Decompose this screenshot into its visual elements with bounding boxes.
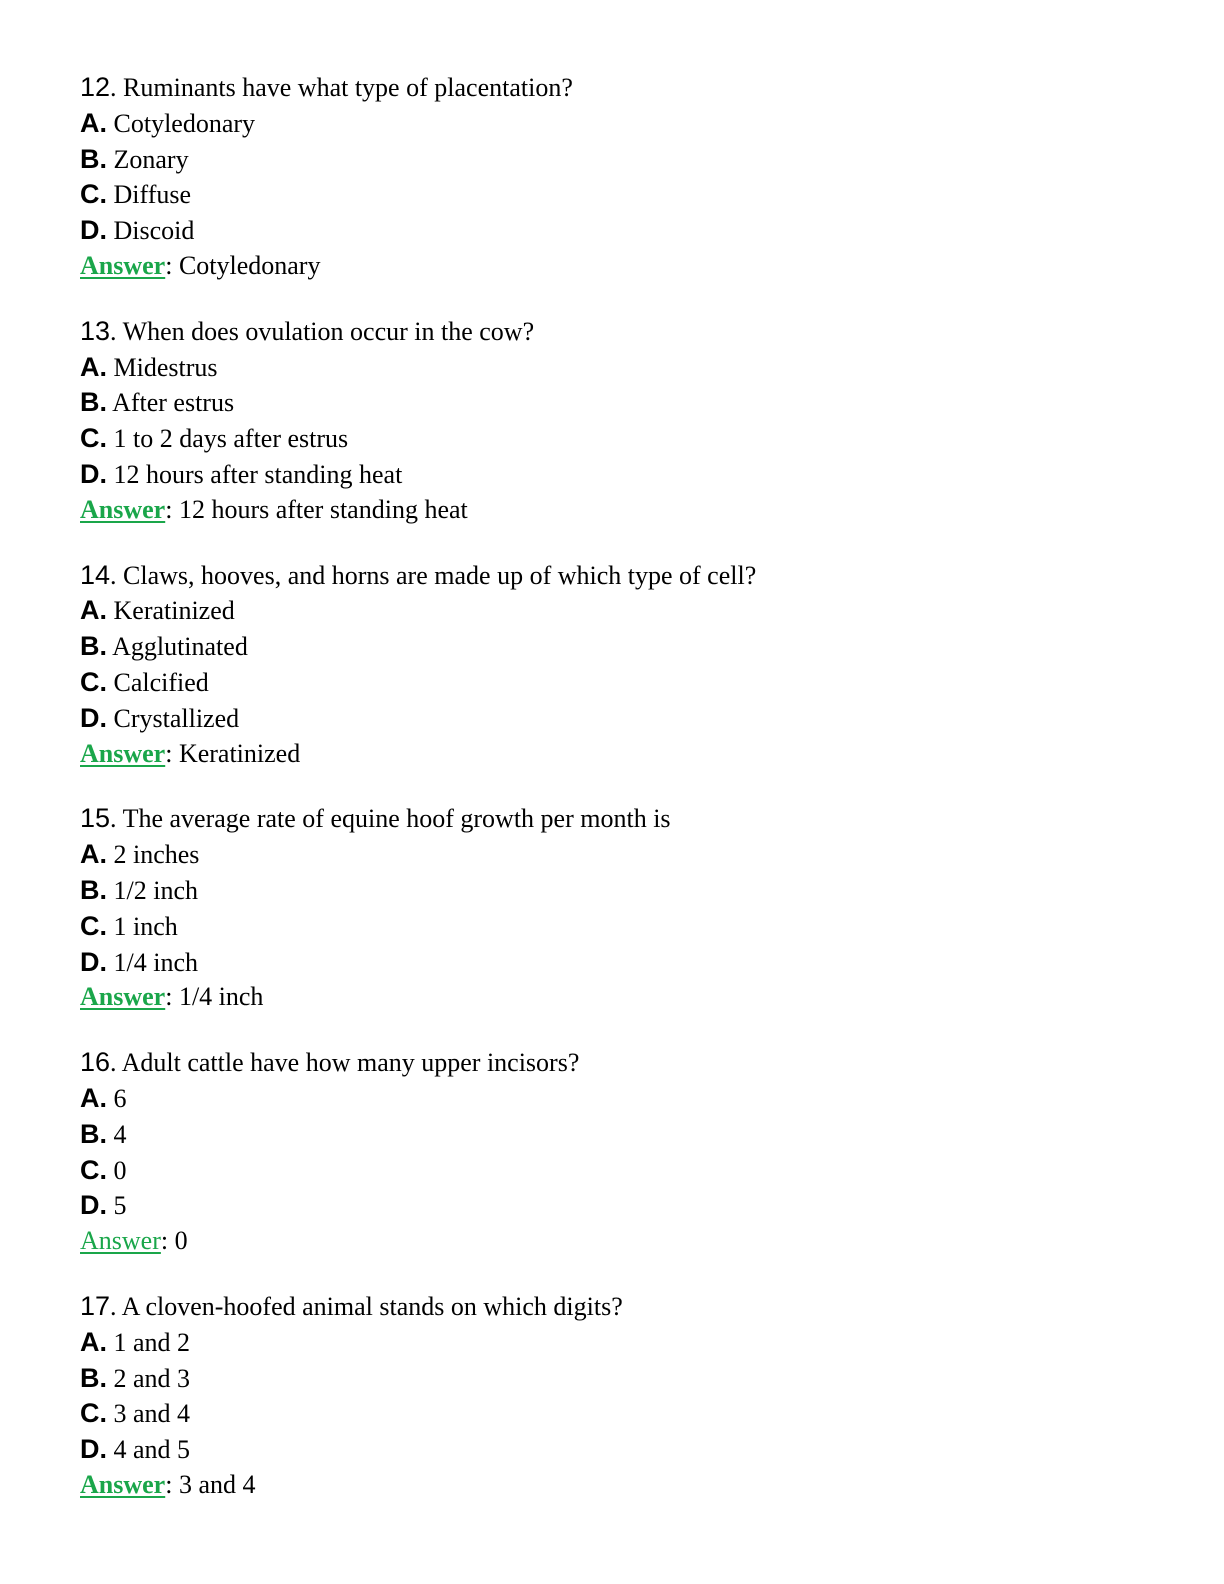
option-text: 2 and 3 (107, 1363, 191, 1393)
question-number: 12 (80, 72, 111, 102)
option-text: Midestrus (107, 352, 218, 382)
question-number: 14 (80, 559, 111, 590)
question-text: . Adult cattle have how many upper incisors? (110, 1048, 580, 1078)
option-text: Cotyledonary (107, 108, 256, 138)
option-list (80, 1081, 1140, 1224)
question-text: . When does ovulation occur in the cow? (110, 316, 535, 346)
option-line (80, 106, 1140, 142)
option-list (80, 1325, 1140, 1468)
option-letter: D. (80, 1190, 107, 1221)
question-text: . The average rate of equine hoof growth per month is (110, 804, 671, 834)
question-number: 13 (80, 315, 111, 346)
option-list (80, 593, 1140, 736)
answer-line (80, 493, 1140, 528)
option-text: 1/4 inch (107, 947, 198, 977)
option-line (80, 1081, 1140, 1117)
option-text: Discoid (107, 216, 195, 246)
option-text: 6 (107, 1083, 127, 1113)
question-12 (80, 70, 1140, 284)
answer-text: : 3 and 4 (165, 1469, 256, 1499)
answer-text: : 1/4 inch (165, 982, 264, 1012)
answer-line (80, 737, 1140, 772)
option-letter: A. (80, 1326, 107, 1357)
option-line (80, 837, 1140, 873)
question-14 (80, 558, 1140, 772)
option-line (80, 385, 1140, 421)
option-line (80, 945, 1140, 981)
option-line (80, 142, 1140, 178)
option-list (80, 837, 1140, 980)
option-letter: C. (80, 910, 107, 941)
option-list (80, 350, 1140, 493)
option-letter: C. (80, 1398, 107, 1429)
question-line (80, 801, 1140, 837)
answer-label: Answer (80, 1226, 161, 1256)
option-letter: C. (80, 666, 107, 697)
option-letter: A. (80, 595, 107, 626)
answer-text: : Keratinized (165, 738, 301, 768)
option-text: 1 to 2 days after estrus (107, 424, 349, 454)
option-line (80, 873, 1140, 909)
option-letter: D. (80, 1434, 107, 1465)
answer-text: : 12 hours after standing heat (165, 494, 468, 524)
answer-text: : 0 (160, 1226, 188, 1256)
quiz-page (80, 70, 1140, 1533)
question-number: 16 (80, 1047, 111, 1078)
option-text: Crystallized (107, 703, 240, 733)
question-line (80, 1045, 1140, 1081)
option-line (80, 421, 1140, 457)
option-text: 1/2 inch (107, 875, 198, 905)
question-text: . Claws, hooves, and horns are made up of which type of cell? (110, 560, 757, 590)
option-line (80, 1361, 1140, 1397)
option-text: 1 inch (107, 911, 178, 941)
option-line (80, 593, 1140, 629)
option-line (80, 629, 1140, 665)
option-letter: B. (80, 1362, 107, 1393)
option-letter: C. (80, 179, 107, 210)
answer-label: Answer (80, 738, 166, 768)
option-line (80, 177, 1140, 213)
option-letter: B. (80, 387, 107, 418)
answer-label: Answer (80, 250, 166, 280)
question-line (80, 70, 1140, 106)
question-number: 17 (80, 1290, 111, 1321)
option-text: Keratinized (107, 596, 235, 626)
option-text: 1 and 2 (107, 1327, 191, 1357)
option-list (80, 106, 1140, 249)
option-letter: D. (80, 458, 107, 489)
option-line (80, 1325, 1140, 1361)
option-text: Zonary (107, 144, 189, 174)
option-letter: D. (80, 215, 107, 246)
option-letter: B. (80, 143, 107, 174)
answer-line (80, 1468, 1140, 1503)
option-line (80, 1188, 1140, 1224)
option-text: 5 (107, 1191, 127, 1221)
question-text: . A cloven-hoofed animal stands on which digits? (110, 1291, 623, 1321)
option-line (80, 350, 1140, 386)
question-line (80, 314, 1140, 350)
option-line (80, 1396, 1140, 1432)
option-letter: C. (80, 1154, 107, 1185)
question-number: 15 (80, 803, 111, 834)
option-letter: C. (80, 423, 107, 454)
option-text: 4 (107, 1119, 127, 1149)
question-15 (80, 801, 1140, 1015)
answer-line (80, 1224, 1140, 1259)
question-17 (80, 1289, 1140, 1503)
answer-text: : Cotyledonary (165, 250, 321, 280)
option-text: 0 (107, 1155, 127, 1185)
question-list (80, 70, 1140, 1503)
option-line (80, 1117, 1140, 1153)
option-text: 2 inches (107, 840, 200, 870)
option-line (80, 909, 1140, 945)
option-text: Agglutinated (107, 632, 248, 662)
option-line (80, 457, 1140, 493)
option-text: 4 and 5 (107, 1435, 191, 1465)
option-text: Calcified (107, 667, 209, 697)
option-text: 3 and 4 (107, 1399, 191, 1429)
option-letter: D. (80, 702, 107, 733)
option-line (80, 1153, 1140, 1189)
option-text: 12 hours after standing heat (107, 459, 403, 489)
question-line (80, 558, 1140, 594)
answer-line (80, 249, 1140, 284)
option-letter: D. (80, 946, 107, 977)
question-16 (80, 1045, 1140, 1259)
option-line (80, 213, 1140, 249)
question-text: . Ruminants have what type of placentation? (110, 73, 573, 102)
answer-label: Answer (80, 494, 166, 524)
question-13 (80, 314, 1140, 528)
answer-line (80, 980, 1140, 1015)
option-letter: B. (80, 1118, 107, 1149)
option-text: Diffuse (107, 180, 192, 210)
option-line (80, 701, 1140, 737)
question-line (80, 1289, 1140, 1325)
option-letter: B. (80, 874, 107, 905)
option-text: After estrus (107, 388, 235, 418)
option-line (80, 665, 1140, 701)
option-letter: A. (80, 1082, 107, 1113)
option-letter: A. (80, 107, 107, 138)
answer-label: Answer (80, 1469, 166, 1499)
option-line (80, 1432, 1140, 1468)
option-letter: A. (80, 351, 107, 382)
answer-label: Answer (80, 982, 166, 1012)
option-letter: B. (80, 631, 107, 662)
option-letter: A. (80, 839, 107, 870)
